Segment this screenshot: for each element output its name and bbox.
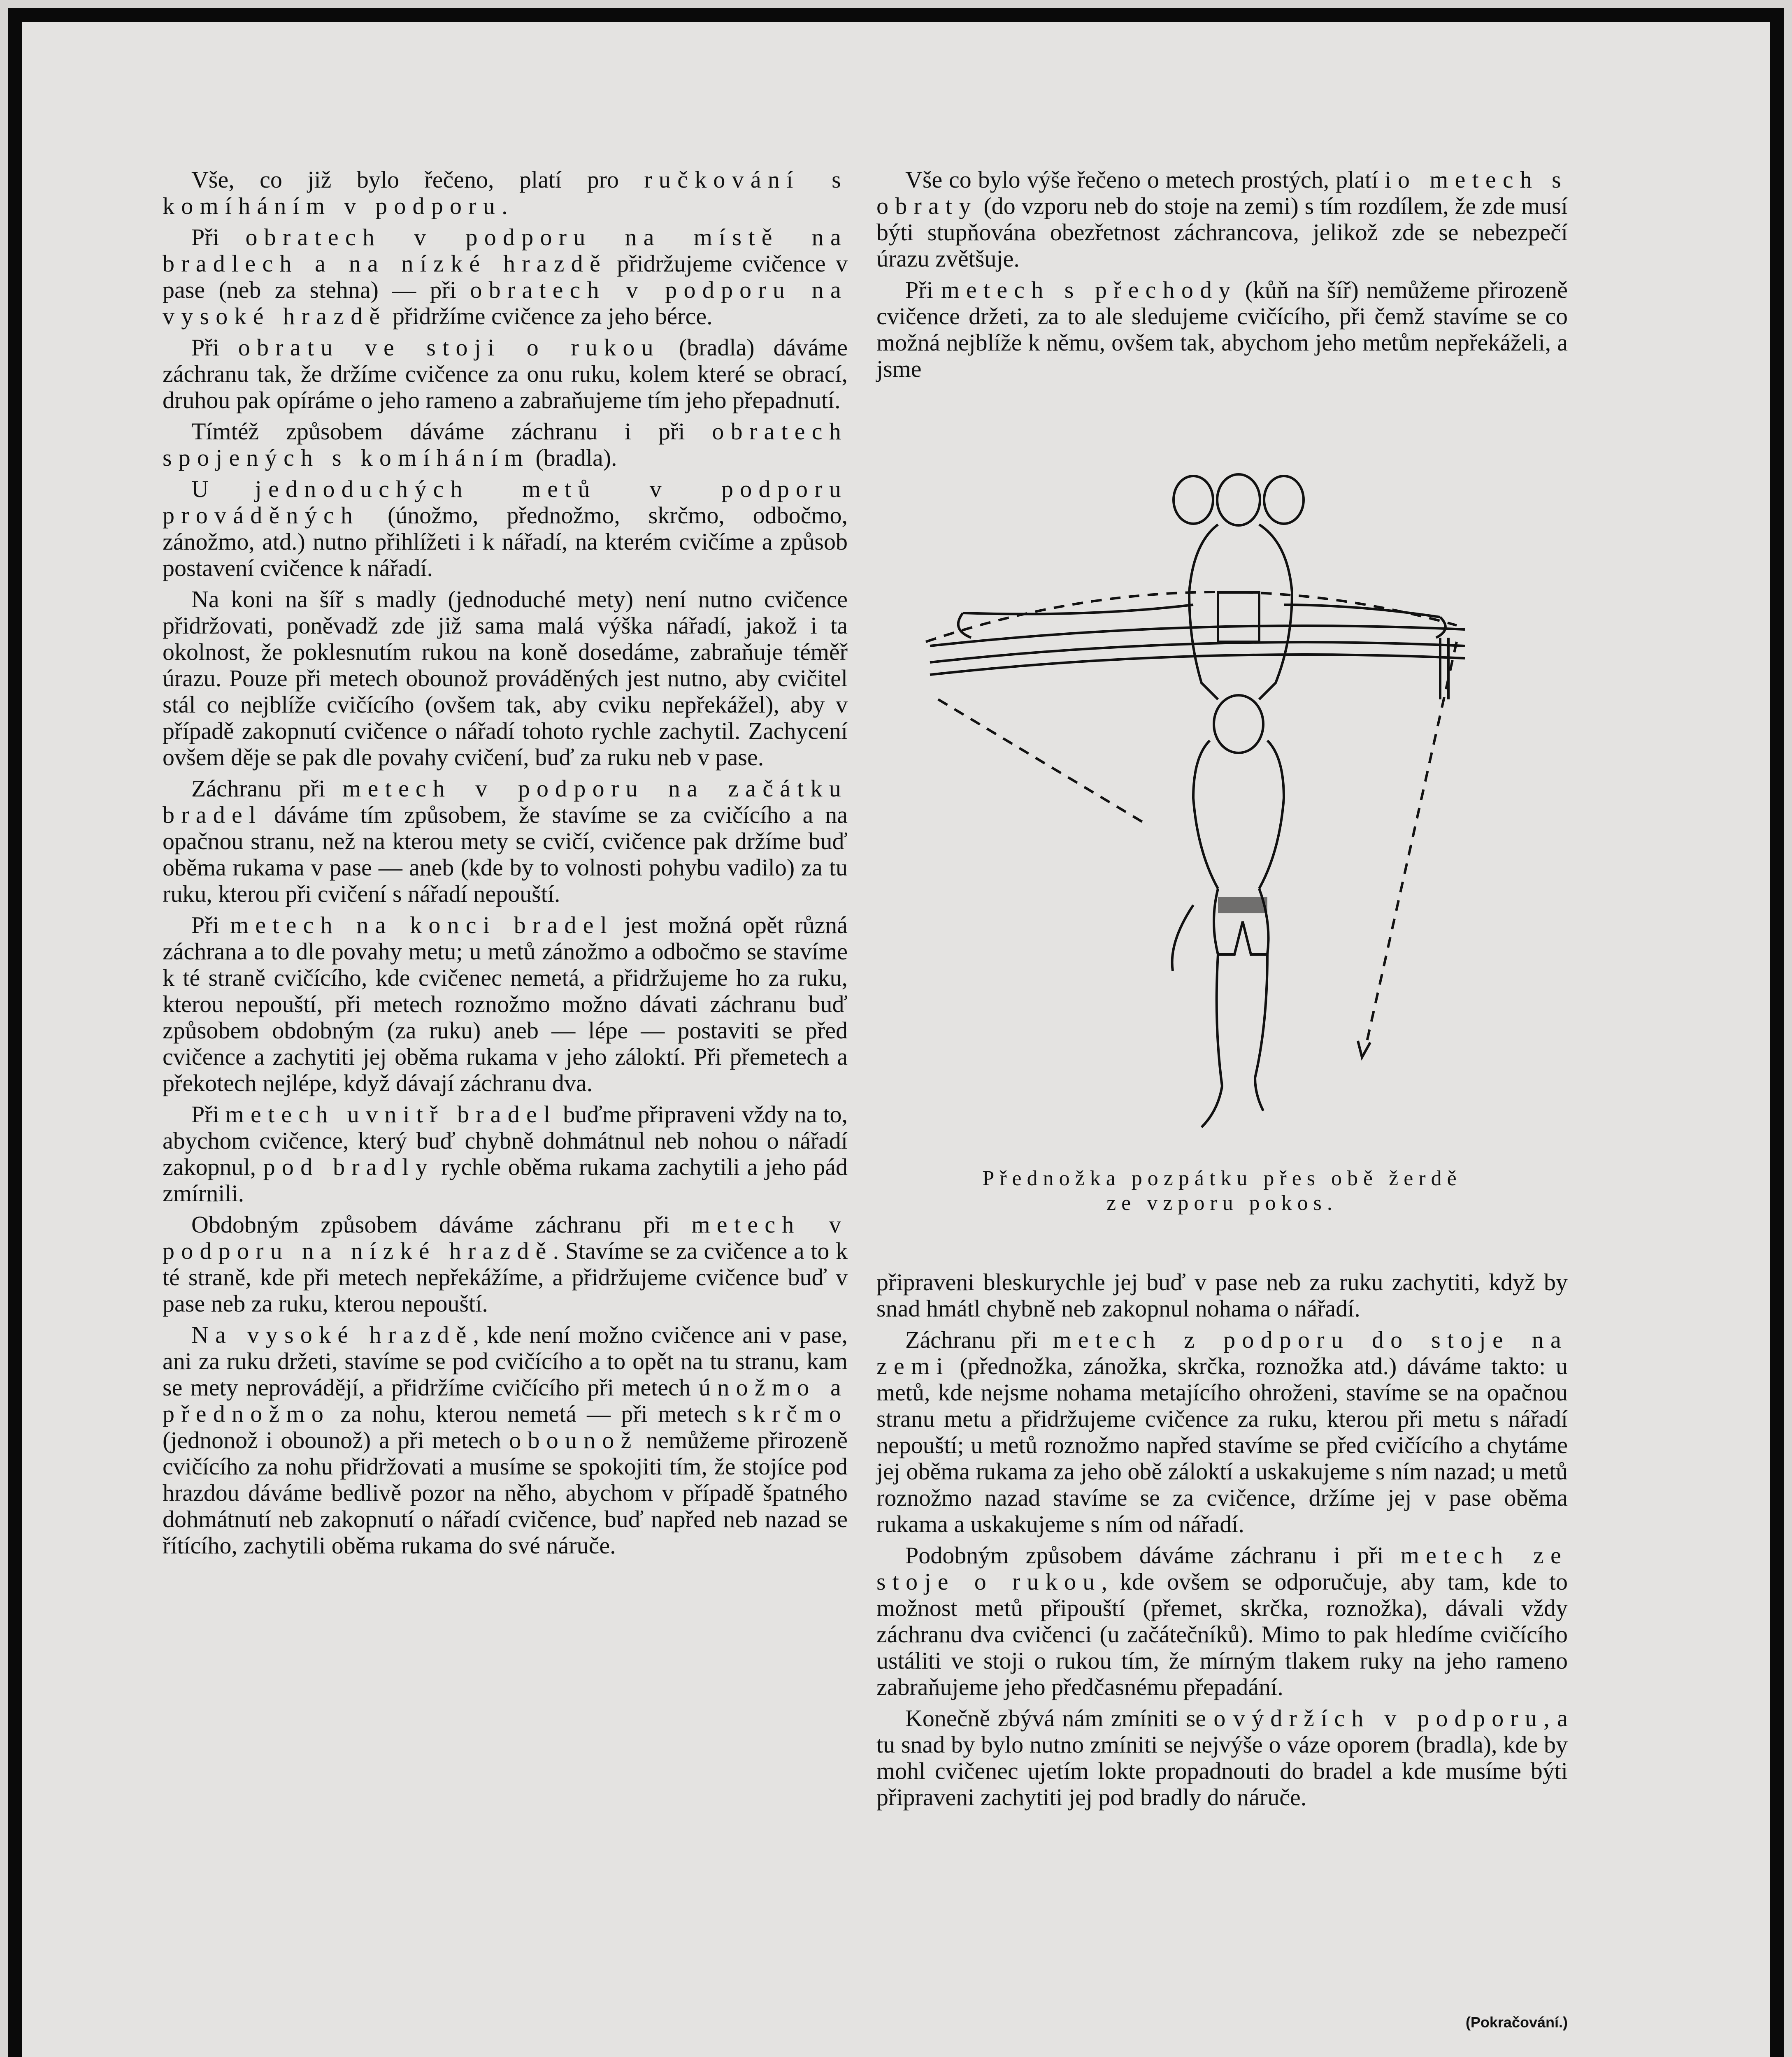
paragraph: Záchranu při metech v podporu na začátku bradel dáváme tím způsobem, že stavíme se za cvičícího a na opačnou stranu, než na kterou mety se cvičí, cvičence pak držíme buď oběma rukama v pase — aneb (kde by to volnosti pohybu vadilo) za tu ruku, kterou při cvičení s nářadí nepouští. — [163, 775, 848, 907]
paragraph: Vše co bylo výše řečeno o metech prostých, platí i o metech s obraty (do vzporu neb do stoje na zemi) s tím rozdílem, že zde musí býti stupňována obezřetnost záchrancova, jelikož zde se nebezpečí úrazu zvětšuje. — [876, 166, 1568, 272]
paragraph: Záchranu při metech z podporu do stoje na zemi (přednožka, zánožka, skrčka, roznožka atd.) dáváme takto: u metů, kde nejsme nohama metajícího ohroženi, stavíme se na opačnou stranu metu a přidržujeme cvičence za ruku, kterou při metu s nářadí nepouští; u metů roznožmo napřed stavíme se před cvičícího a chytáme jej oběma rukama za jeho obě záloktí a uskakujeme s ním nazad; u metů roznožmo nazad stavíme se za cvičence, držíme jej v pase oběma rukama a uskakujeme s ním od nářadí. — [876, 1326, 1568, 1537]
paragraph: Na koni na šíř s madly (jednoduché mety) není nutno cvičence přidržovati, poněvadž zde již sama malá výška nářadí, jakož i ta okolnost, že poklesnutím rukou na koně dosedáme, zabraňuje téměř úrazu. Pouze při metech obounož prováděných jest nutno, aby cvičitel stál co nejblíže cvičícího (ovšem tak, aby cviku nepřekážel), aby v případě zakopnutí cvičence o nářadí tohoto rychle zachytil. Zachycení ovšem děje se pak dle povahy cvičení, buď za ruku neb v pase. — [163, 586, 848, 771]
paragraph: Vše, co již bylo řečeno, platí pro ručkování s komíháním v podporu. — [163, 166, 848, 219]
paragraph: Při obratu ve stoji o rukou (bradla) dáváme záchranu tak, že držíme cvičence za onu ruku, kolem které se obrací, druhou pak opíráme o jeho rameno a zabraňujeme tím jeho přepadnutí. — [163, 334, 848, 413]
paragraph: Tímtéž způsobem dáváme záchranu i při obratech spojených s komíháním (bradla). — [163, 418, 848, 471]
paragraph: Na vysoké hrazdě, kde není možno cvičence ani v pase, ani za ruku držeti, stavíme se pod cvičícího a to opět na tu stranu, kam se mety neprovádějí, a přidržíme cvičícího při metech únožmo a přednožmo za nohu, kterou nemetá — při metech skrčmo (jednonož i obounož) a při metech obounož nemůžeme přirozeně cvičícího za nohu přidržovati a musíme se spokojiti tím, že stojíce pod hrazdou dáváme bedlivě pozor na něho, abychom v případě špatného dohmátnutí neb zakopnutí o nářadí cvičence, buď napřed neb nazad se řítícího, zachytili oběma rukama do své náruče. — [163, 1321, 848, 1559]
paragraph: Při metech na konci bradel jest možná opět různá záchrana a to dle povahy metu; u metů zánožmo a odbočmo se stavíme k té straně cvičícího, kde cvičenec nemetá, a přidržujeme ho za ruku, kterou nepouští, při metech roznožmo možno dávati záchranu buď způsobem obdobným (za ruku) aneb — lépe — postaviti se před cvičence a zachytiti jej oběma rukama v jeho záloktí. Při přemetech a překotech nejlépe, když dávají záchranu dva. — [163, 912, 848, 1096]
paragraph: Podobným způsobem dáváme záchranu i při metech ze stoje o rukou, kde ovšem se odporučuje, aby tam, kde to možnost metů připouští (přemet, skrčka, roznožka), dávali vždy záchranu dva cvičenci (u začátečníků). Mimo to pak hledíme cvičícího ustáliti ve stoji o rukou tím, že mírným tlakem ruky na jeho rameno zabraňujeme jeho předčasnému přepadání. — [876, 1542, 1568, 1700]
gymnast-parallel-bars-illustration — [905, 469, 1547, 1144]
continuation-note: (Pokračování.) — [1465, 2014, 1568, 2031]
right-column-bottom — [876, 1269, 1568, 1811]
paragraph: Při obratech v podporu na místě na bradlech a na nízké hrazdě přidržujeme cvičence v pase (neb za stehna) — při obratech v podporu na vysoké hrazdě přidržíme cvičence za jeho bérce. — [163, 224, 848, 330]
paragraph: připraveni bleskurychle jej buď v pase neb za ruku zachytiti, když by snad hmátl chybně neb zakopnul nohama o nářadí. — [876, 1269, 1568, 1322]
paragraph: Při metech uvnitř bradel buďme připraveni vždy na to, abychom cvičence, který buď chybně dohmátnul neb nohou o nářadí zakopnul, pod bradly rychle oběma rukama zachytili a jeho pád zmírnili. — [163, 1101, 848, 1207]
paragraph: Při metech s přechody (kůň na šíř) nemůžeme přirozeně cvičence držeti, za to ale sledujeme cvičícího, při čemž stavíme se co možná nejblíže k němu, ovšem tak, abychom jeho metům nepřekáželi, a jsme — [876, 276, 1568, 382]
paragraph: Obdobným způsobem dáváme záchranu při metech v podporu na nízké hrazdě. Stavíme se za cvičence a to k té straně, kde při metech nepřekážíme, a přidržujeme cvičence buď v pase neb za ruku, kterou nepouští. — [163, 1211, 848, 1317]
paragraph: U jednoduchých metů v podporu prováděných (únožmo, přednožmo, skrčmo, odbočmo, zánožmo, atd.) nutno přihlížeti i k nářadí, na kterém cvičíme a způsob postavení cvičence k nářadí. — [163, 476, 848, 581]
figure-caption — [885, 1166, 1560, 1216]
caption-line: ze vzporu pokos. — [1106, 1191, 1338, 1215]
paragraph: Konečně zbývá nám zmíniti se o výdržích v podporu, a tu snad by bylo nutno zmíniti se nejvýše o váze oporem (bradla), kde by mohl cvičenec ujetím lokte propadnouti do bradel a kde musíme býti připraveni zachytiti jej pod bradly do náruče. — [876, 1705, 1568, 1811]
caption-line: Přednožka pozpátku přes obě žerdě — [982, 1167, 1462, 1190]
left-column — [163, 167, 848, 1559]
right-column-top — [876, 167, 1568, 382]
illustration-svg — [905, 469, 1547, 1144]
